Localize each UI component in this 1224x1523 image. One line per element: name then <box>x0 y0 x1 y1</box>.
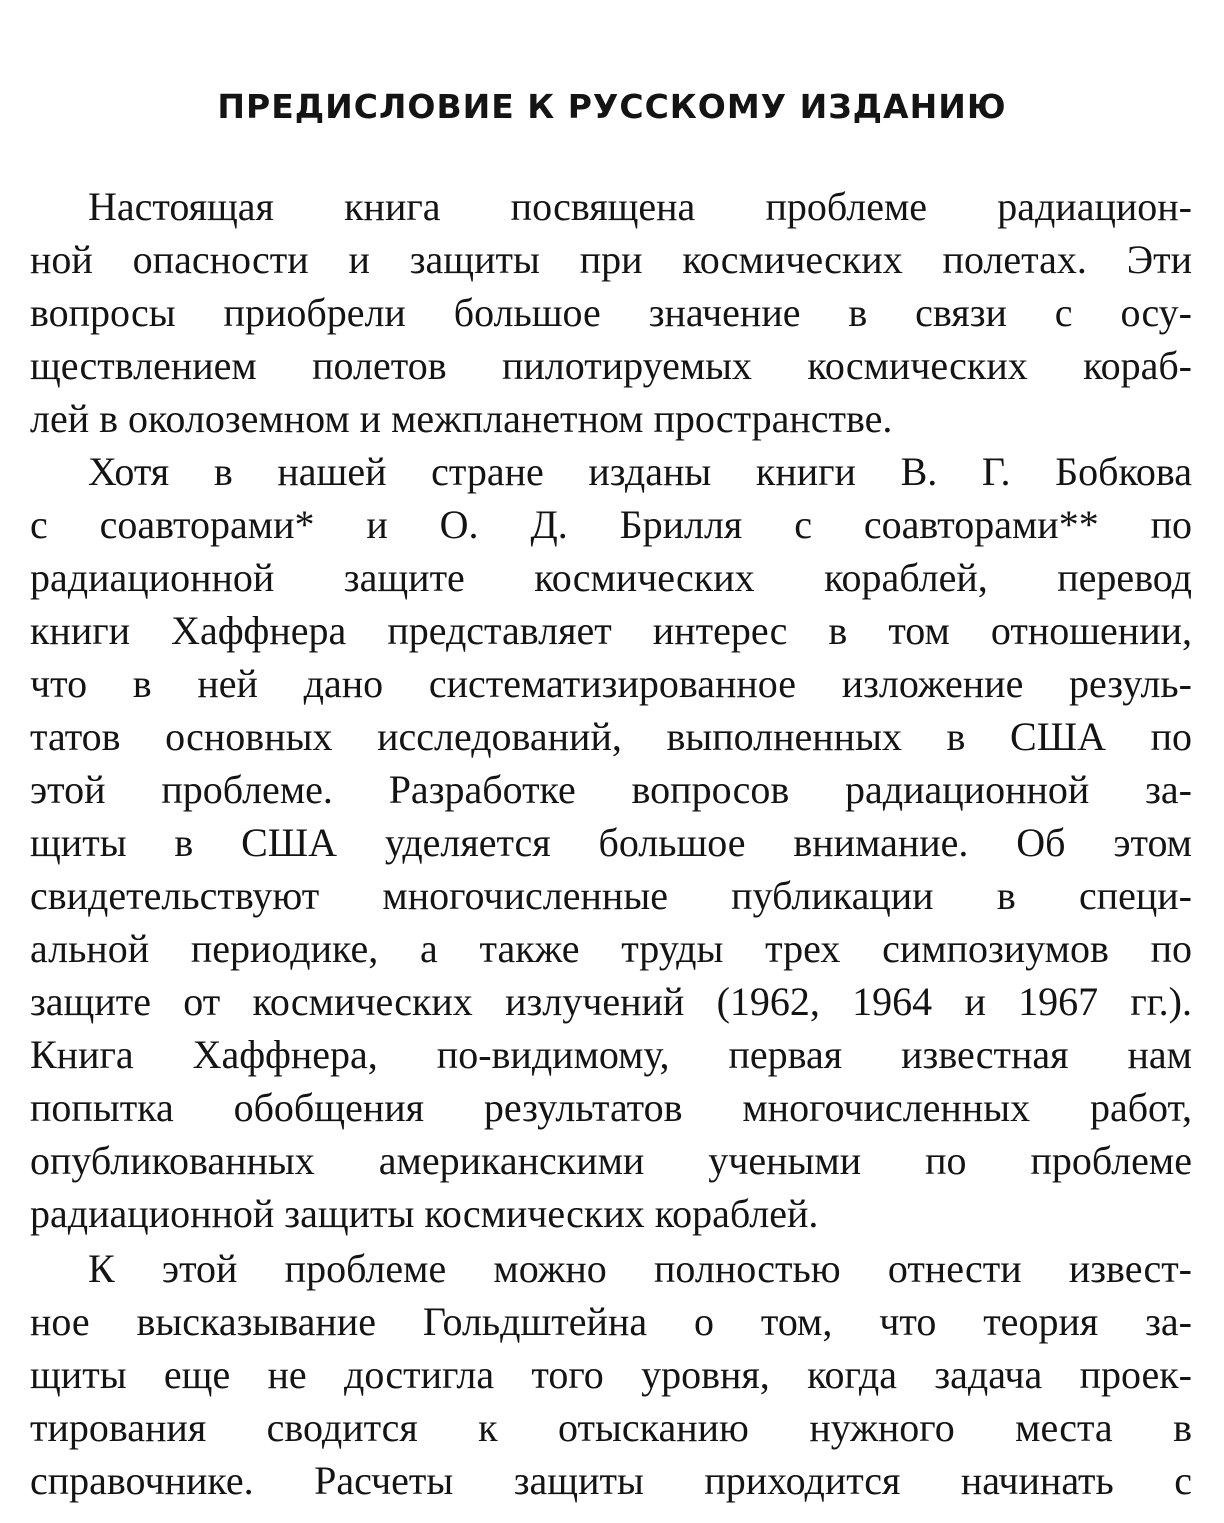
paragraph-2-line-3: радиационной защите космических кораблей, перевод <box>30 555 1192 600</box>
paragraph-2-line-5: что в ней дано систематизированное изложение резуль- <box>30 661 1192 706</box>
paragraph-1-line-5: лей в околоземном и межпланетном пространстве. <box>30 396 893 441</box>
paragraph-2-line-12: Книга Хаффнера, по-видимому, первая известная нам <box>30 1032 1192 1077</box>
paragraph-2-line-15: радиационной защиты космических кораблей. <box>30 1191 819 1236</box>
paragraph-1-line-2: ной опасности и защиты при космических полетах. Эти <box>30 237 1192 282</box>
paragraph-1-line-4: ществлением полетов пилотируемых космических кораб- <box>30 343 1192 388</box>
paragraph-1-line-3: вопросы приобрели большое значение в связи с осу- <box>30 290 1192 335</box>
paragraph-3-line-2: ное высказывание Гольдштейна о том, что теория за- <box>30 1299 1192 1344</box>
paragraph-3-line-3: щиты еще не достигла того уровня, когда задача проек- <box>30 1352 1192 1397</box>
paragraph-2-line-2: с соавторами* и О. Д. Брилля с соавторами** по <box>30 502 1192 547</box>
paragraph-2-line-1: Хотя в нашей стране изданы книги В. Г. Бобкова <box>88 449 1192 494</box>
paragraph-3-line-5: справочнике. Расчеты защиты приходится начинать с <box>30 1458 1192 1503</box>
paragraph-2-line-6: татов основных исследований, выполненных в США по <box>30 714 1192 759</box>
paragraph-2-line-10: альной периодике, а также труды трех симпозиумов по <box>30 926 1192 971</box>
paragraph-3-line-1: К этой проблеме можно полностью отнести извест- <box>88 1246 1192 1291</box>
page-heading: ПРЕДИСЛОВИЕ К РУССКОМУ ИЗДАНИЮ <box>217 87 1007 126</box>
paragraph-2-line-7: этой проблеме. Разработке вопросов радиационной за- <box>30 767 1192 812</box>
paragraph-2-line-13: попытка обобщения результатов многочисленных работ, <box>30 1085 1192 1130</box>
paragraph-2-line-14: опубликованных американскими учеными по проблеме <box>30 1138 1192 1183</box>
paragraph-2-line-4: книги Хаффнера представляет интерес в том отношении, <box>30 608 1192 653</box>
paragraph-2-line-11: защите от космических излучений (1962, 1964 и 1967 гг.). <box>30 979 1192 1024</box>
paragraph-2-line-9: свидетельствуют многочисленные публикации в специ- <box>30 873 1192 918</box>
paragraph-1-line-1: Настоящая книга посвящена проблеме радиацион- <box>88 184 1192 229</box>
paragraph-2-line-8: щиты в США уделяется большое внимание. Об этом <box>30 820 1192 865</box>
paragraph-3-line-4: тирования сводится к отысканию нужного места в <box>30 1405 1192 1450</box>
